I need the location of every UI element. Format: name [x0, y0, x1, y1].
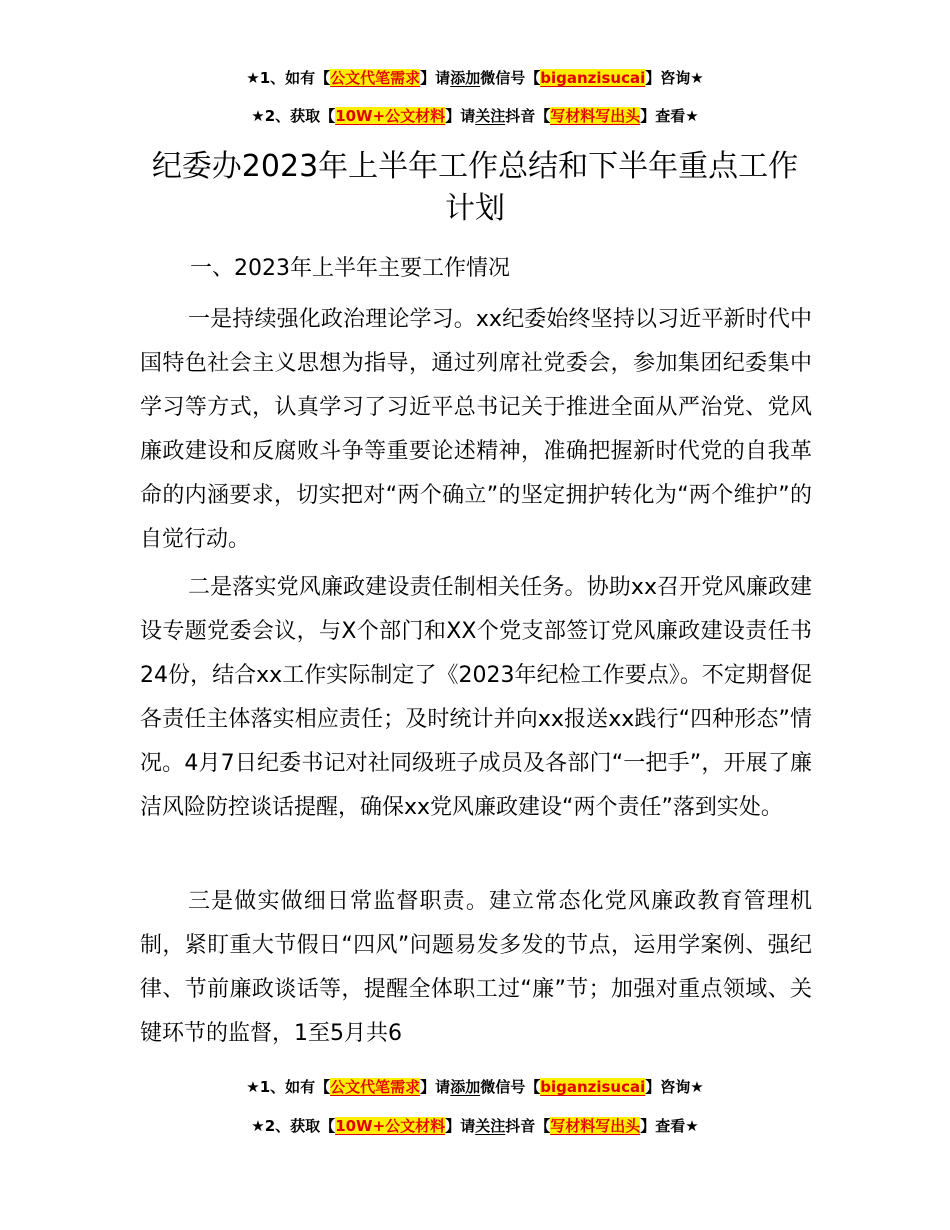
banner-underlined: 关注	[475, 1117, 506, 1135]
banner-wechat-id: biganzisucai	[540, 1078, 646, 1096]
banner-text: 】查看★	[640, 1117, 699, 1135]
paragraph-3: 三是做实做细日常监督职责。建立常态化党风廉政教育管理机制，紧盯重大节假日“四风”问题易发多发的节点，运用学案例、强纪律、节前廉政谈话等，提醒全体职工过“廉”节；加强对重点领域、关键环节的监督，1至5月共6	[140, 889, 812, 1046]
document-title: 纪委办2023年上半年工作总结和下半年重点工作计划	[151, 149, 799, 226]
banner-douyin-id: 写材料写出头	[550, 1117, 641, 1135]
banner-text: 微信号【	[480, 1078, 541, 1096]
banner-text: ★2、获取【	[251, 107, 336, 125]
banner-text: 抖音【	[505, 107, 551, 125]
banner-highlight: 公文代笔需求	[330, 69, 421, 87]
banner-wechat-id: biganzisucai	[540, 69, 646, 87]
banner-highlight: 10W+公文材料	[335, 1117, 446, 1135]
banner-highlight: 10W+公文材料	[335, 107, 446, 125]
promo-banner-top-2	[0, 104, 950, 128]
banner-text: 微信号【	[480, 69, 541, 87]
promo-banner-top-1	[0, 66, 950, 90]
banner-underlined: 添加	[450, 69, 481, 87]
banner-underlined: 添加	[450, 1078, 481, 1096]
promo-banner-bottom-2	[0, 1114, 950, 1138]
banner-text: ★1、如有【	[246, 69, 331, 87]
banner-text: ★1、如有【	[246, 1078, 331, 1096]
banner-text: 】咨询★	[645, 69, 704, 87]
section-heading: 一、2023年上半年主要工作情况	[190, 256, 510, 281]
banner-text: 】请	[420, 69, 451, 87]
banner-text: 】请	[420, 1078, 451, 1096]
banner-text: 抖音【	[505, 1117, 551, 1135]
banner-text: 】查看★	[640, 107, 699, 125]
banner-underlined: 关注	[475, 107, 506, 125]
paragraph-2: 二是落实党风廉政建设责任制相关任务。协助xx召开党风廉政建设专题党委会议，与X个部门和XX个党支部签订党风廉政建设责任书24份，结合xx工作实际制定了《2023年纪检工作要点》。不定期督促各责任主体落实相应责任；及时统计并向xx报送xx践行“四种形态”情况。4月7日纪委书记对社同级班子成员及各部门“一把手”，开展了廉洁风险防控谈话提醒，确保xx党风廉政建设“两个责任”落到实处。	[140, 575, 812, 820]
promo-banner-bottom-1	[0, 1075, 950, 1099]
banner-text: ★2、获取【	[251, 1117, 336, 1135]
banner-highlight: 公文代笔需求	[330, 1078, 421, 1096]
paragraph-1: 一是持续强化政治理论学习。xx纪委始终坚持以习近平新时代中国特色社会主义思想为指导，通过列席社党委会，参加集团纪委集中学习等方式，认真学习了习近平总书记关于推进全面从严治党、党风廉政建设和反腐败斗争等重要论述精神，准确把握新时代党的自我革命的内涵要求，切实把对“两个确立”的坚定拥护转化为“两个维护”的自觉行动。	[140, 307, 812, 552]
banner-douyin-id: 写材料写出头	[550, 107, 641, 125]
banner-text: 】请	[445, 107, 476, 125]
banner-text: 】请	[445, 1117, 476, 1135]
banner-text: 】咨询★	[645, 1078, 704, 1096]
